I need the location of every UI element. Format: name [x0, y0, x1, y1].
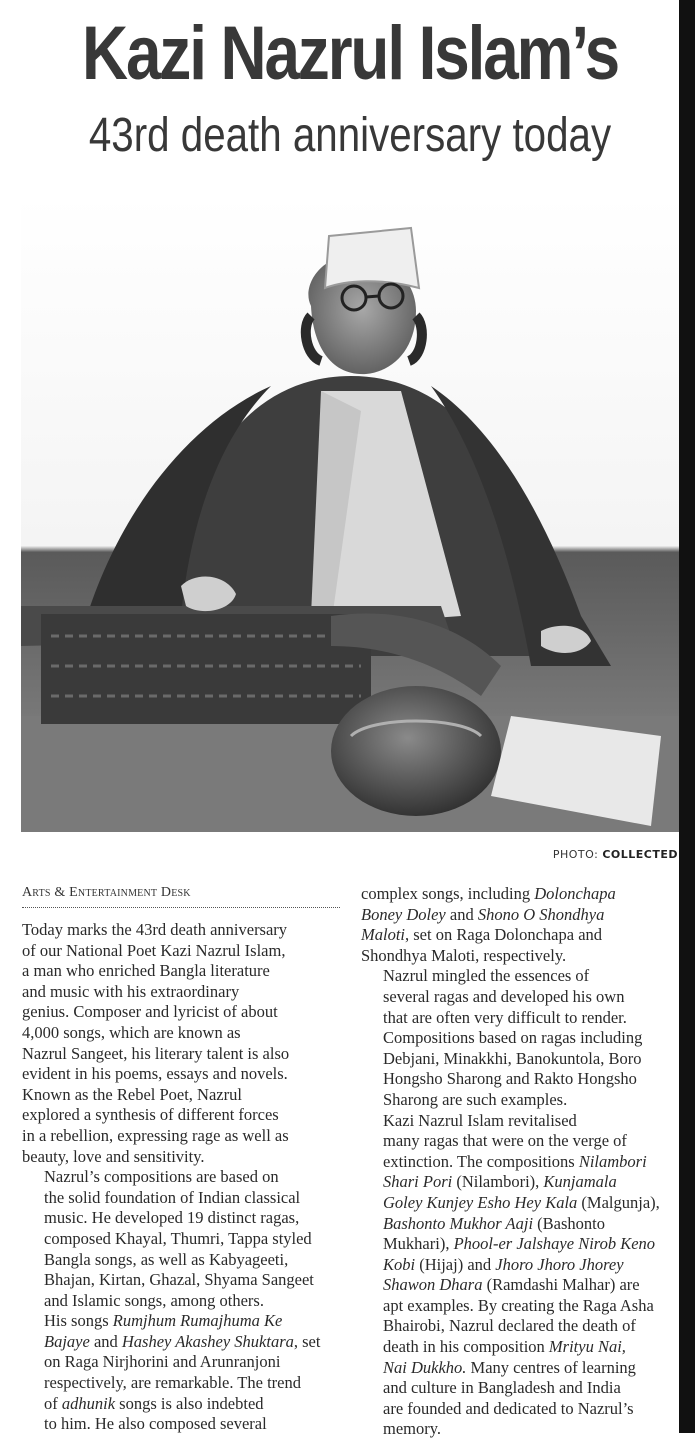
article-column-left: [22, 920, 342, 1435]
photo-credit-label: PHOTO:: [552, 848, 599, 861]
headline: Kazi Nazrul Islam’s: [81, 11, 619, 96]
photo-credit: [553, 848, 678, 861]
article-column-right: [361, 884, 681, 1440]
paragraph-songs: His songs Rumjhum Rumajhuma Ke Bajaye and Hashey Akashey Shuktara, set on Raga Nirjhorini and Arunranjoni respectively, are remarkable. The trend of adhunik songs is also indebted to him. He also composed several: [44, 1311, 321, 1434]
subheadline: 43rd death anniversary today: [88, 109, 612, 162]
portrait-photo: [21, 196, 679, 832]
paragraph-compositions: Nazrul’s compositions are based on the solid foundation of Indian classical music. He developed 19 distinct ragas, composed Khayal, Thumri, Tappa styled Bangla songs, as well as Kabyageeti, Bhajan, Kirtan, Ghazal, Shyama Sangeet and Islamic songs, among others.: [44, 1167, 314, 1310]
paragraph-ragas: Nazrul mingled the essences of several ragas and developed his own that are often very difficult to render. Compositions based on ragas including Debjani, Minakkhi, Banokuntola, Boro Hongsho Sharong and Rakto Hongsho Sharong are such examples.: [383, 966, 643, 1109]
page-edge-shadow: [679, 0, 695, 1433]
paragraph-revitalised: Kazi Nazrul Islam revitalised many ragas that were on the verge of extinction. The compositions Nilambori Shari Pori (Nilambori), Kunjamala Goley Kunjey Esho Hey Kala (Malgunja), Bashonto Mukhor Aaji (Bashonto Mukhari), Phool-er Jalshaye Nirob Keno Kobi (Hijaj) and Jhoro Jhoro Jhorey Shawon Dhara (Ramdashi Malhar) are apt examples. By creating the Raga Asha Bhairobi, Nazrul declared the death of death in his composition Mrityu Nai, Nai Dukkho. Many centres of learning and culture in Bangladesh and India are founded and dedicated to Nazrul’s memory.: [383, 1110, 660, 1439]
byline: Arts & Entertainment Desk: [22, 885, 340, 908]
photo-credit-source: COLLECTED: [602, 848, 678, 861]
paragraph-complex-songs: complex songs, including Dolonchapa Boney Doley and Shono O Shondhya Maloti, set on Raga Dolonchapa and Shondhya Maloti, respectively.: [361, 884, 616, 965]
paragraph-intro: Today marks the 43rd death anniversary of our National Poet Kazi Nazrul Islam, a man who enriched Bangla literature and music with his extraordinary genius. Composer and lyricist of about 4,000 songs, which are known as Nazrul Sangeet, his literary talent is also evident in his poems, essays and novels. Known as the Rebel Poet, Nazrul explored a synthesis of different forces in a rebellion, expressing rage as well as beauty, love and sensitivity.: [22, 920, 290, 1166]
